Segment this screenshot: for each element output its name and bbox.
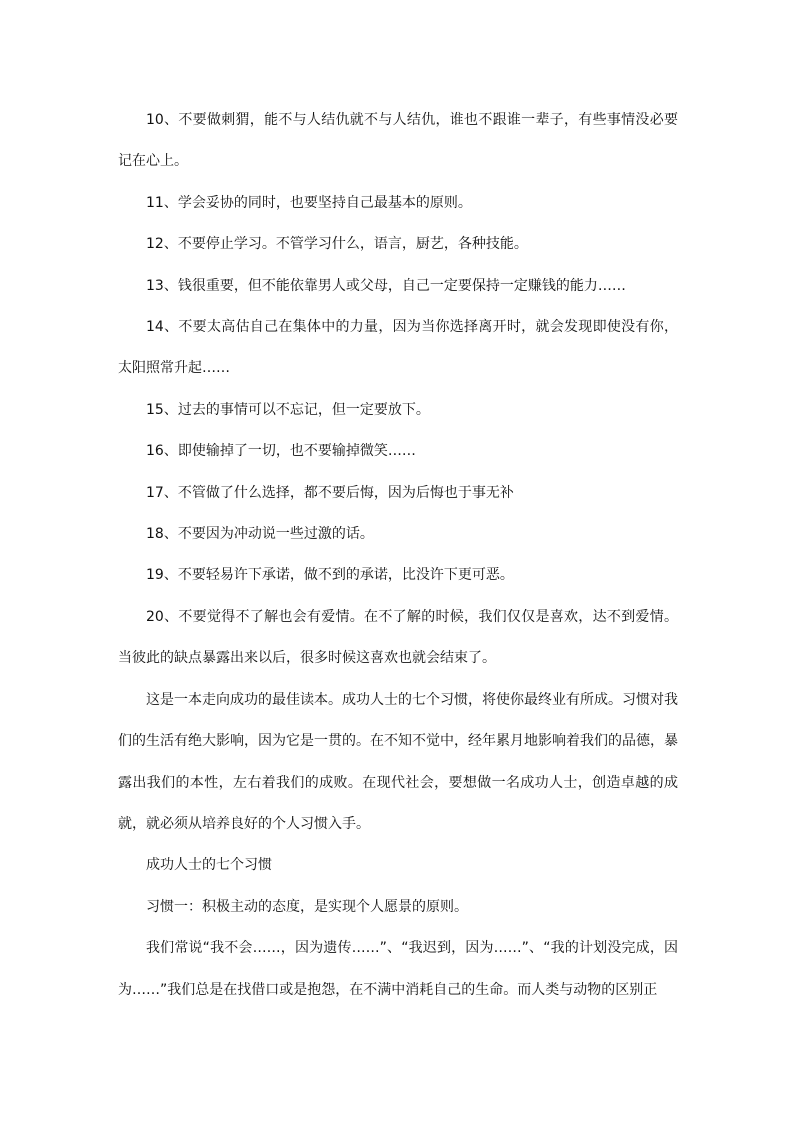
paragraph-18: 18、不要因为冲动说一些过激的话。	[146, 526, 374, 543]
paragraph-10: 10、不要做刺猬，能不与人结仇就不与人结仇，谁也不跟谁一辈子，有些事情没必要记在心上。	[118, 112, 678, 170]
paragraph-14: 14、不要太高估自己在集体中的力量，因为当你选择离开时，就会发现即使没有你，太阳照常升起……	[118, 319, 678, 377]
paragraph-16: 16、即使输掉了一切，也不要输掉微笑……	[146, 443, 416, 460]
paragraph-15: 15、过去的事情可以不忘记，但一定要放下。	[146, 401, 430, 418]
paragraph-intro: 这是一本走向成功的最佳读本。成功人士的七个习惯，将使你最终业有所成。习惯对我们的生活有绝大影响，因为它是一贯的。在不知不觉中，经年累月地影响着我们的品德，暴露出我们的本性，左右着我们的成败。在现代社会，要想做一名成功人士，创造卓越的成就，就必须从培养良好的个人习惯入手。	[118, 691, 678, 832]
paragraph-19: 19、不要轻易许下承诺，做不到的承诺，比没许下更可恶。	[146, 567, 514, 584]
paragraph-excuses: 我们常说“我不会……，因为遗传……”、“我迟到，因为……”、“我的计划没完成，因为……”我们总是在找借口或是抱怨，在不满中消耗自己的生命。而人类与动物的区别正	[118, 940, 678, 998]
paragraph-12: 12、不要停止学习。不管学习什么，语言，厨艺，各种技能。	[146, 236, 528, 253]
paragraph-17: 17、不管做了什么选择，都不要后悔，因为后悔也于事无补	[146, 484, 514, 501]
habit-one-heading: 习惯一：积极主动的态度，是实现个人愿景的原则。	[146, 898, 468, 915]
paragraph-13: 13、钱很重要，但不能依靠男人或父母，自己一定要保持一定赚钱的能力……	[146, 277, 626, 294]
document-body	[118, 100, 678, 1011]
section-heading: 成功人士的七个习惯	[146, 857, 272, 874]
paragraph-20: 20、不要觉得不了解也会有爱情。在不了解的时候，我们仅仅是喜欢，达不到爱情。当彼此的缺点暴露出来以后，很多时候这喜欢也就会结束了。	[118, 608, 678, 667]
paragraph-11: 11、学会妥协的同时，也要坚持自己最基本的原则。	[146, 194, 472, 211]
